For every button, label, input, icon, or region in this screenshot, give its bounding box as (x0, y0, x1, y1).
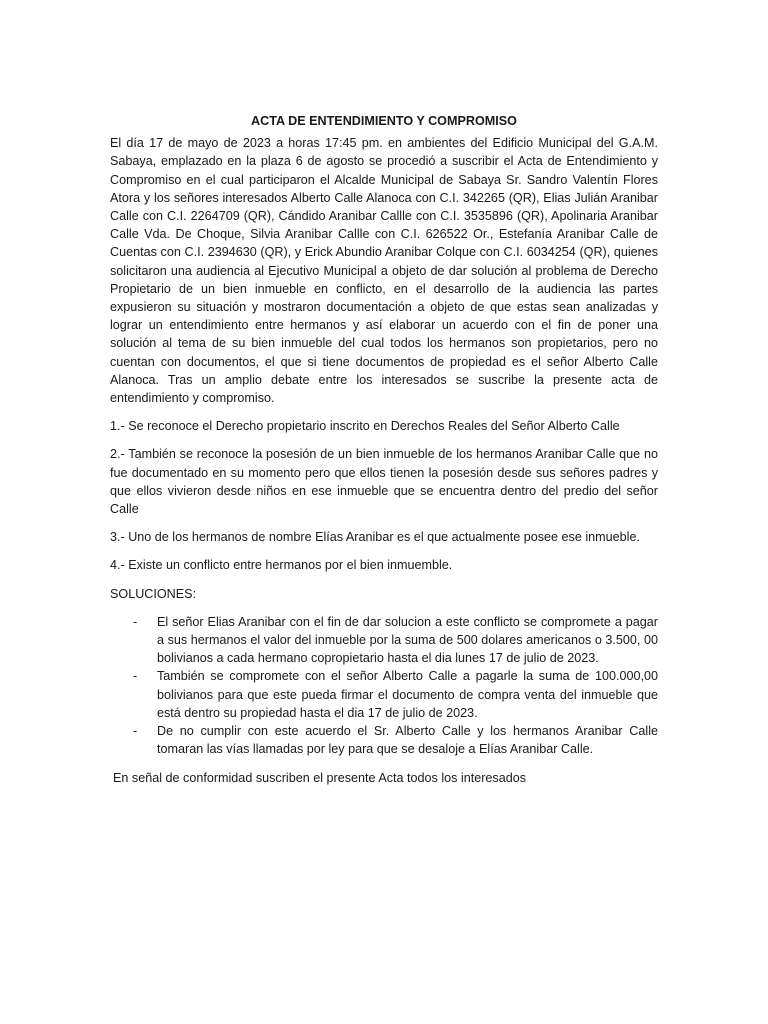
closing-statement: En señal de conformidad suscriben el presente Acta todos los interesados (113, 770, 527, 785)
solution-text: El señor Elias Aranibar con el fin de dar solucion a este conflicto se compromete a pagar a sus hermanos el valor del inmueble por la suma de 500 dolares americanos o 3.500, 00 bolivianos a cada hermano copropietario hasta el dia lunes 17 de julio de 2023. (157, 614, 658, 666)
solution-item (110, 722, 658, 758)
solution-item (110, 613, 658, 668)
list-item: 4.- Existe un conflicto entre hermanos por el bien inmuemble. (110, 558, 453, 573)
intro-paragraph: El día 17 de mayo de 2023 a horas 17:45 pm. en ambientes del Edificio Municipal del G.A.M. Sabaya, emplazado en la plaza 6 de agosto se procedió a suscribir el Acta de Entendimiento y Compromiso en el cual participaron el Alcalde Municipal de Sabaya Sr. Sandro Valentín Flores Atora y los señores interesados Alberto Calle Alanoca con C.I. 342265 (QR), Elias Julián Aranibar Calle con C.I. 2264709 (QR), Cándido Aranibar Callle con C.I. 3535896 (QR), Apolinaria Aranibar Calle Vda. De Choque, Silvia Aranibar Callle con C.I. 626522 Or., Estefanía Aranibar Calle de Cuentas con C.I. 2394630 (QR), y Erick Abundio Aranibar Colque con C.I. 6034254 (QR), quienes solicitaron una audiencia al Ejecutivo Municipal a objeto de dar solución al problema de Derecho Propietario de un bien inmueble en conflicto, en el desarrollo de la audiencia las partes expusieron su situación y mostraron documentación a objeto de que estas sean analizadas y lograr un entendimiento entre hermanos y así elaborar un acuerdo con el fin de poner una solución al tema de su bien inmueble del cual todos los hermanos son propietarios, pero no cuentan con documentos, el que si tiene documentos de propiedad es el señor Alberto Calle Alanoca. Tras un amplio debate entre los interesados se suscribe la presente acta de entendimiento y compromiso. (110, 136, 658, 406)
solution-text: De no cumplir con este acuerdo el Sr. Alberto Calle y los hermanos Aranibar Calle tomaran las vías llamadas por ley para que se desaloje a Elías Aranibar Calle. (157, 724, 658, 757)
dash-bullet-icon: - (133, 724, 138, 739)
solution-item (110, 667, 658, 722)
solution-text: También se compromete con el señor Alberto Calle a pagarle la suma de 100.000,00 bolivianos para que este pueda firmar el documento de compra venta del inmueble que está dentro su propiedad hasta el dia 17 de julio de 2023. (157, 669, 658, 720)
solutions-list (110, 613, 658, 759)
solutions-heading: SOLUCIONES: (110, 586, 197, 601)
document-page (110, 112, 658, 787)
dash-bullet-icon: - (133, 669, 138, 684)
document-title: ACTA DE ENTENDIMIENTO Y COMPROMISO (251, 114, 517, 128)
list-item: 2.- También se reconoce la posesión de un bien inmueble de los hermanos Aranibar Calle que no fue documentado en su momento pero que ellos tienen la posesión desde sus señores padres y que ellos vivieron desde niños en ese inmueble que se encuentra dentro del predio del señor Calle (110, 447, 658, 517)
list-item: 3.- Uno de los hermanos de nombre Elías Aranibar es el que actualmente posee ese inmueble. (110, 530, 640, 545)
list-item: 1.- Se reconoce el Derecho propietario inscrito en Derechos Reales del Señor Alberto Calle (110, 419, 620, 434)
dash-bullet-icon: - (133, 614, 138, 629)
